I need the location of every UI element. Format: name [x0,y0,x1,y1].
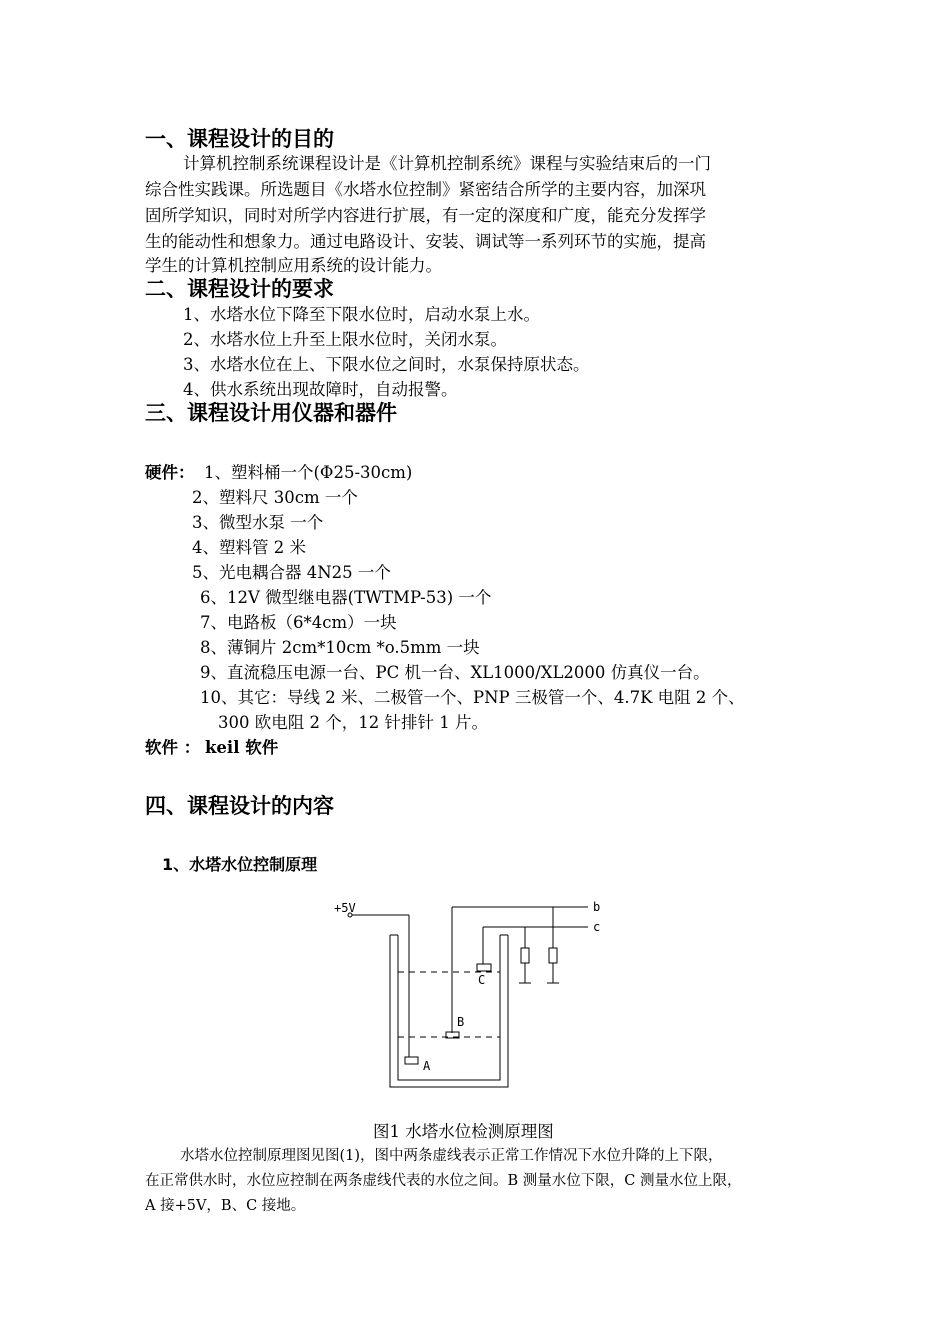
hardware-item: 9、直流稳压电源一台、PC 机一台、XL1000/XL2000 仿真仪一台。 [200,663,710,682]
label-probe-c: C [478,973,486,987]
hardware-item: 1、塑料桶一个(Φ25-30cm) [204,463,413,482]
section-1-heading: 一、课程设计的目的 [145,127,334,151]
section-3-heading: 三、课程设计用仪器和器件 [145,401,397,425]
section-1-paragraph-line: 固所学知识，同时对所学内容进行扩展，有一定的深度和广度，能充分发挥学 [145,206,706,225]
hardware-item: 6、12V 微型继电器(TWTMP-53) 一个 [200,588,492,607]
label-b: b [593,900,601,914]
hardware-item: 2、塑料尺 30cm 一个 [192,488,358,507]
label-a: A [423,1059,431,1073]
resistor-1 [521,948,529,963]
section-2-heading: 二、课程设计的要求 [145,277,334,301]
hardware-item: 5、光电耦合器 4N25 一个 [192,563,391,582]
requirement-item: 2、水塔水位上升至上限水位时，关闭水泵。 [183,330,507,349]
software-value: keil 软件 [205,738,279,757]
label-vcc: +5V [334,901,356,915]
requirement-item: 3、水塔水位在上、下限水位之间时，水泵保持原状态。 [183,355,590,374]
hardware-item: 300 欧电阻 2 个，12 针排针 1 片。 [218,713,488,732]
resistor-2 [549,948,557,963]
water-level-schematic [320,895,620,1095]
hardware-item: 7、电路板（6*4cm）一块 [200,613,397,632]
hardware-item: 4、塑料管 2 米 [192,538,306,557]
hardware-label: 硬件： [145,463,195,482]
label-c: c [593,920,601,934]
hardware-item: 8、薄铜片 2cm*10cm *o.5mm 一块 [200,638,480,657]
requirement-item: 1、水塔水位下降至下限水位时，启动水泵上水。 [183,305,540,324]
section-1-paragraph-line: 计算机控制系统课程设计是《计算机控制系统》课程与实验结束后的一门 [183,154,711,173]
figure-caption: 图1 水塔水位检测原理图 [373,1122,554,1141]
requirement-item: 4、供水系统出现故障时，自动报警。 [183,380,458,399]
section-1-paragraph-line: 综合性实践课。所选题目《水塔水位控制》紧密结合所学的主要内容，加深巩 [145,180,706,199]
section-4-paragraph-line: A 接+5V，B、C 接地。 [145,1198,306,1214]
probe-a [405,1057,418,1064]
probe-c [477,964,491,971]
section-1-paragraph-line: 学生的计算机控制应用系统的设计能力。 [145,256,442,275]
hardware-item: 10、其它：导线 2 米、二极管一个、PNP 三极管一个、4.7K 电阻 2 个、 [200,688,745,707]
hardware-item: 3、微型水泵 一个 [192,513,324,532]
section-1-paragraph-line: 生的能动性和想象力。通过电路设计、安装、调试等一系列环节的实施，提高 [145,232,706,251]
section-4-paragraph-line: 水塔水位控制原理图见图(1)，图中两条虚线表示正常工作情况下水位升降的上下限， [180,1148,723,1164]
section-4-heading: 四、课程设计的内容 [145,794,334,818]
software-label: 软件 ： [145,738,201,757]
section-4-subheading: 1、水塔水位控制原理 [162,855,318,874]
section-4-paragraph-line: 在正常供水时，水位应控制在两条虚线代表的水位之间。B 测量水位下限，C 测量水位上限， [145,1173,742,1189]
label-probe-b: B [457,1015,465,1029]
